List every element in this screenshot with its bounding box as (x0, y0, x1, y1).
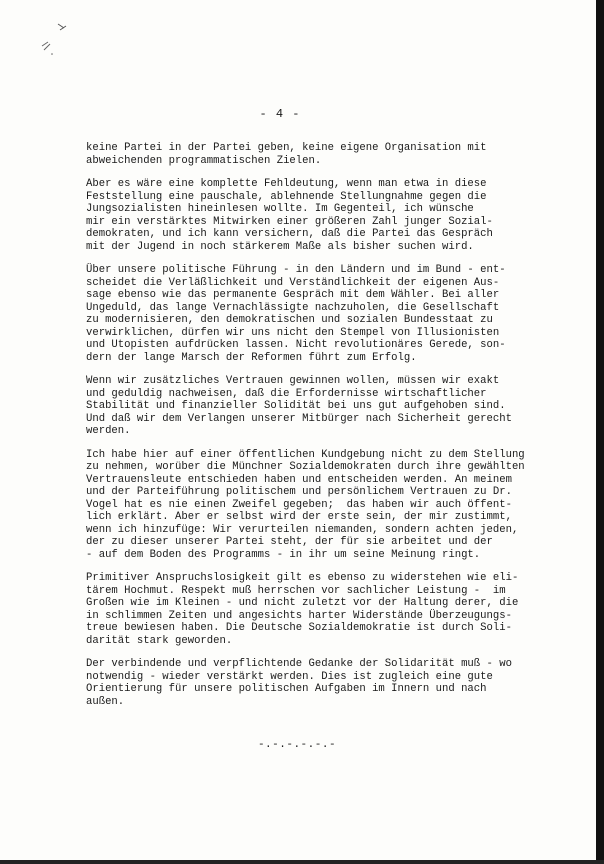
paragraph-7: Der verbindende und verpflichtende Gedanke der Solidarität muß - wo notwendig - wieder verstärkt werden. Dies ist zugleich eine gute Orientierung für unsere politischen Aufgaben im Innern und nach außen. (86, 658, 512, 708)
document-body (86, 142, 566, 719)
closing-mark: -.-.-.-.-.- (257, 739, 337, 751)
paragraph-4: Wenn wir zusätzliches Vertrauen gewinnen wollen, müssen wir exakt und geduldig nachweisen, daß die Erfordernisse wirtschaftlicher Stabilität und finanzieller Solidität bei uns gut aufgehoben sind. Und daß wir dem Verlangen unserer Mitbürger nach Sicherheit gerecht werden. (86, 375, 512, 437)
margin-pencil-marks (30, 20, 80, 60)
paragraph-5: Ich habe hier auf einer öffentlichen Kundgebung nicht zu dem Stellung zu nehmen, worüber die Münchner Sozialdemokraten durch ihre gewählten Vertrauensleute entschieden haben und entscheiden werden. An meinem und der Parteiführung politischem und persönlichem Vertrauen zu Dr. Vogel hat es nie einen Zweifel gegeben; das haben wir auch öffent- lich erklärt. Aber er selbst wird der erste sein, der mir zustimmt, wenn ich hinzufüge: Wir verurteilen niemanden, sondern achten jeden, der zu dieser unserer Partei steht, der für sie arbeitet und der - auf dem Boden des Programms - in ihr um seine Meinung ringt. (86, 448, 525, 561)
paragraph-2: Aber es wäre eine komplette Fehldeutung, wenn man etwa in diese Feststellung eine pauschale, ablehnende Stellungnahme gegen die Jungsozialisten hineinlesen wollte. Im Gegenteil, ich wünsche mir ein verstärktes Mitwirken einer größeren Zahl junger Sozial- demokraten, und ich kann versichern, daß die Partei das Gespräch mit der Jugend in noch stärkerem Maße als bisher suchen wird. (86, 178, 493, 253)
paragraph-1: keine Partei in der Partei geben, keine eigene Organisation mit abweichenden programmatischen Zielen. (86, 142, 487, 167)
paragraph-6: Primitiver Anspruchslosigkeit gilt es ebenso zu widerstehen wie eli- tärem Hochmut. Respekt muß herrschen vor sachlicher Leistung - im Großen wie im Kleinen - und nicht zuletzt vor der Haltung derer, die in schlimmen Zeiten und angesichts harter Widerstände Überzeugungs- treue bewiesen haben. Die Deutsche Sozialdemokratie ist durch Soli- darität stark geworden. (86, 572, 519, 647)
paragraph-3: Über unsere politische Führung - in den Ländern und im Bund - ent- scheidet die Verläßlichkeit und Verständlichkeit der eigenen Aus- sage ebenso wie das permanente Gespräch mit dem Wähler. Bei aller Ungeduld, das lange Vernachlässigte nachzuholen, die Gesellschaft zu modernisieren, den demokratischen und sozialen Bundesstaat zu verwirklichen, dürfen wir uns nicht den Stempel von Illusionisten und Utopisten aufdrücken lassen. Nicht revolutionäres Gerede, son- dern der lange Marsch der Reformen führt zum Erfolg. (86, 264, 506, 364)
page-number: - 4 - (259, 107, 301, 121)
scan-edge-bottom (0, 860, 604, 864)
scan-edge-right (596, 0, 604, 864)
